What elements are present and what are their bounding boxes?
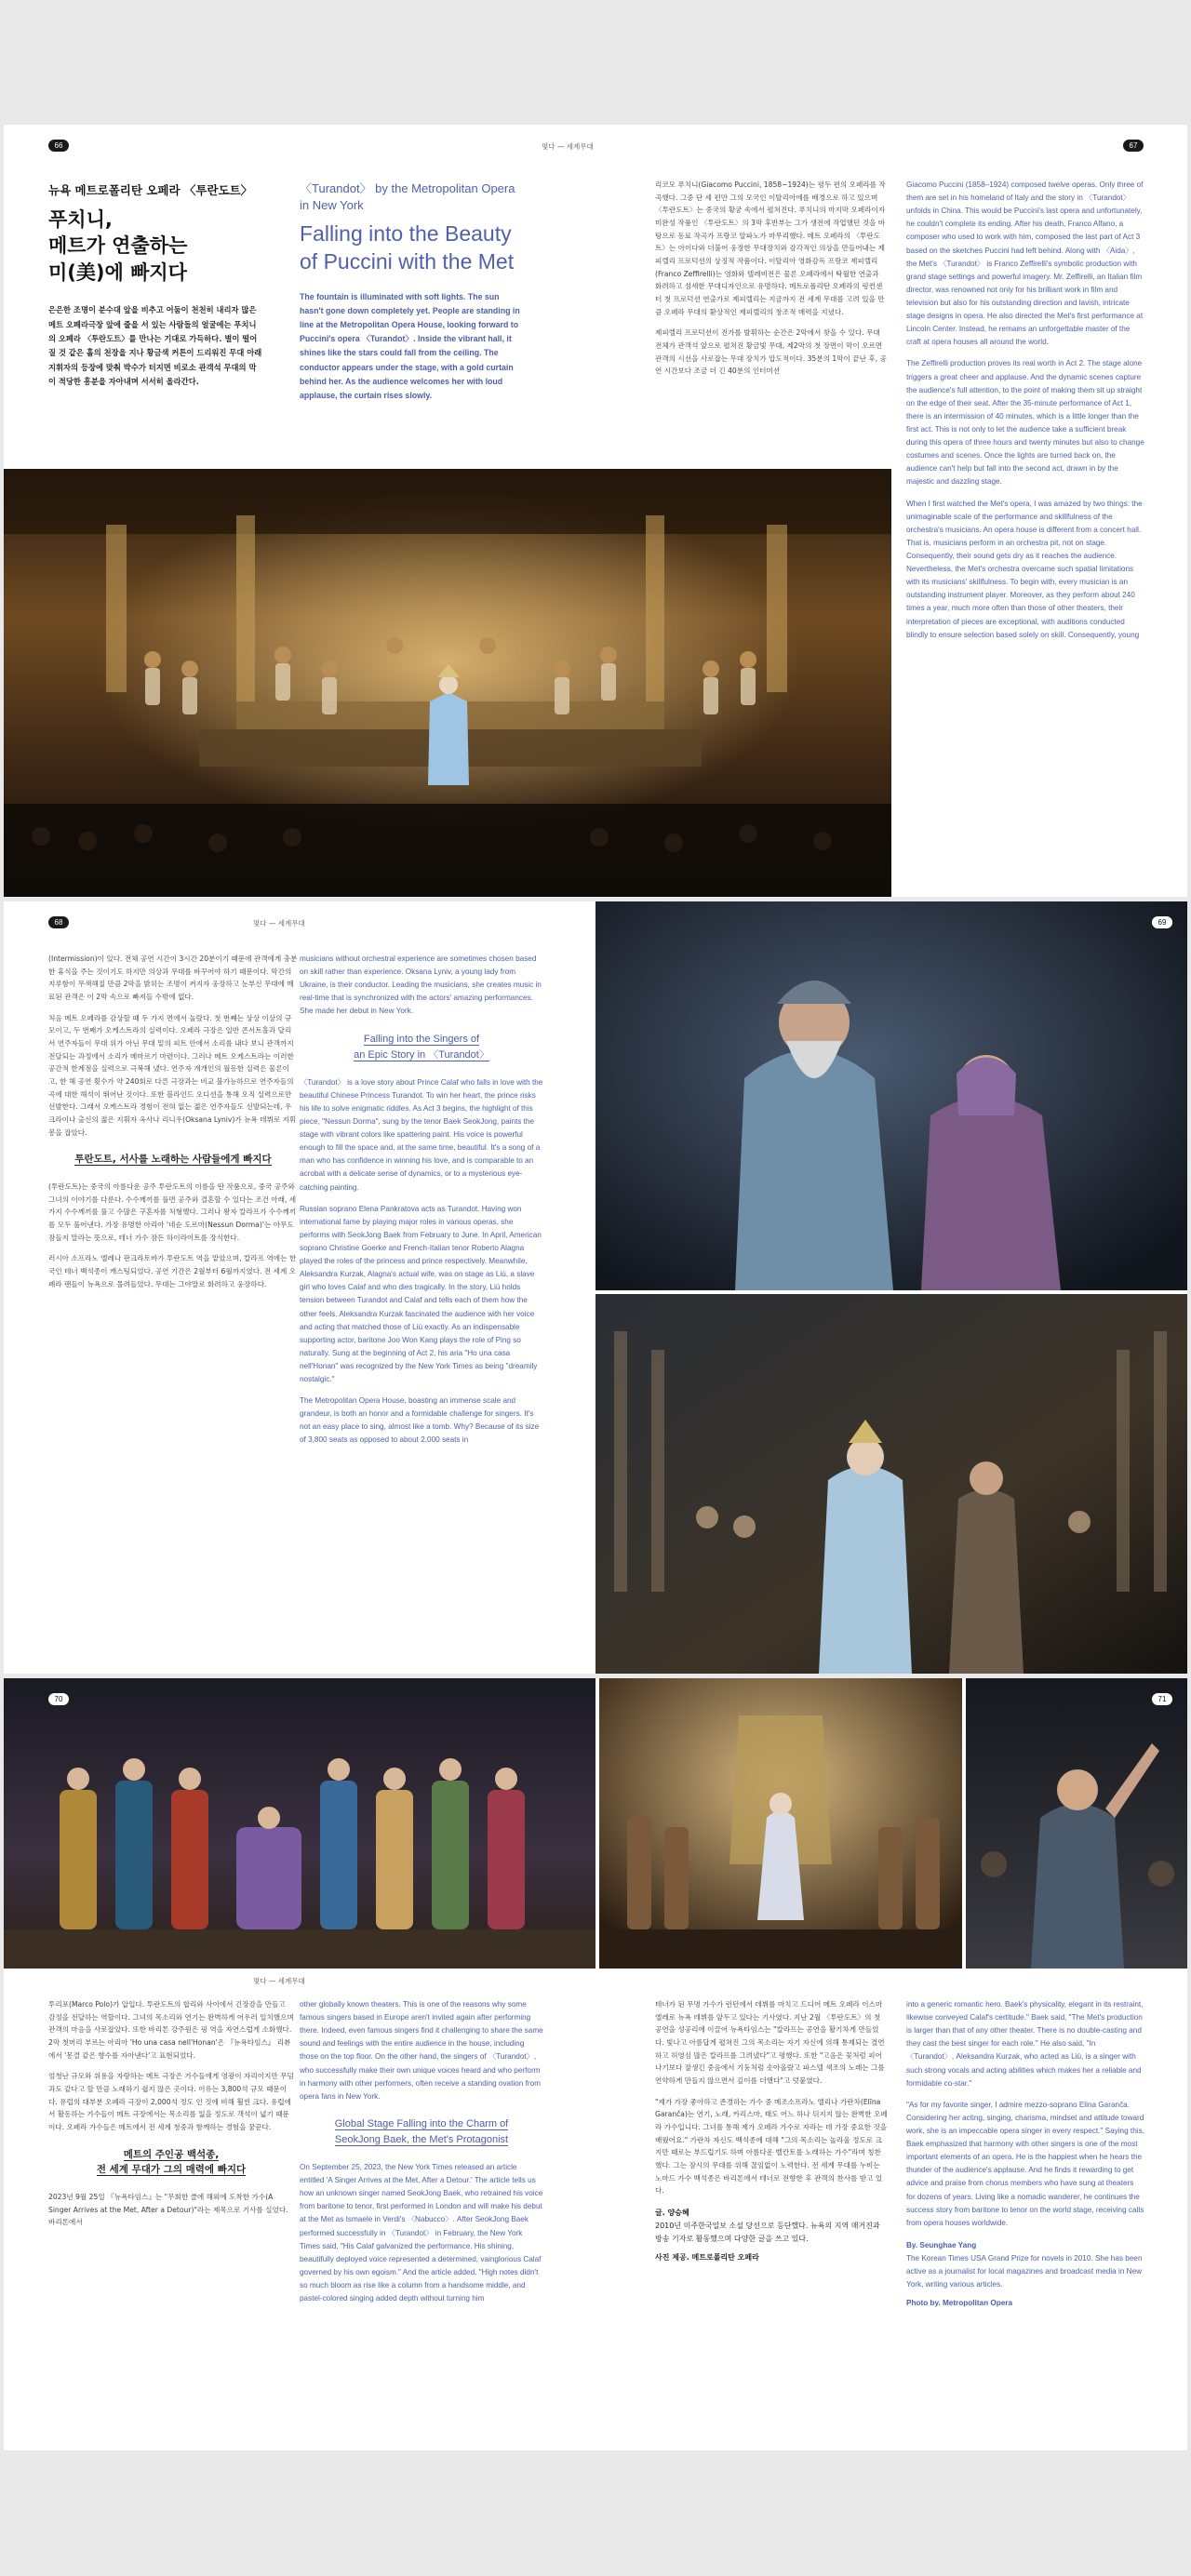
english-subheading <box>300 1032 543 1063</box>
paragraph: 테너가 된 무명 가수가 런던에서 데뷔를 마치고 드디어 메트 오페라 이스마엘레로 뉴욕 데뷔를 앞두고 있다는 기사였다. 지난 2월 〈투란도트〉의 첫 공연을 성공리에 이끌어 뉴욕타임스는 "칼라프는 공연을 활기차게 만들었다. 빛나고 아름답게 펼쳐진 그의 목소리는 자기 자신에 의해 통제되는 결연하고 허영심 많은 칼라프를 그려냈다"고 평했다. 또한 "고음은 꽃처럼 피어나기보다 잘생긴 중음에서 기둥처럼 솟아올랐고 파스텔 색조의 노래는 그를 연약하게 만들지 않으면서 깊이를 더했다"고 덧붙였다. <box>655 2000 885 2085</box>
korean-subheading-text: 투란도트, 서사를 노래하는 사람들에게 빠지다 <box>74 1154 272 1166</box>
photo-ensemble-left-image <box>4 1678 596 1969</box>
paragraph: The Metropolitan Opera House, boasting an immense scale and grandeur, is both an honor and a formidable challenge for singers. It's not an easy place to sing, almost like a tomb. Why? Because of its size of 3,800 seats as opposed to about 2,000 seats in <box>300 1396 540 1445</box>
page-number-66: 66 <box>48 140 69 152</box>
korean-photo-credit: 사진 제공. 메트로폴리탄 오페라 <box>655 2252 759 2262</box>
photo-calaf-singing-image <box>966 1678 1187 1969</box>
paragraph: (Intermission)이 있다. 전체 공연 시간이 3시간 20분이기 때문에 관객에게 충분한 휴식을 주는 것이기도 하지만 의상과 무대를 바꾸어야 하기 때문이다. 막간의 지루함이 무색해질 만큼 2막을 밝히는 조명이 켜지자 웅장하고 눈부신 무대에 매료된 관객은 이 2막 속으로 빠져들 수밖에 없다. <box>48 954 298 1001</box>
photo-turandot-throne <box>599 1678 962 1969</box>
korean-subheading-line-1: 메트의 주인공 백석종, <box>123 2148 220 2160</box>
korean-title-line-3: 미(美)에 빠지다 <box>48 261 187 285</box>
page-number-67: 67 <box>1123 140 1144 152</box>
spread-pages-70-71 <box>4 1678 1187 2450</box>
paragraph: 러시아 소프라노 엘레나 판크라토바가 투란도트 역을 맡았으며, 칼라프 역에는 한국인 테너 백석종이 캐스팅되었다. 공연 기간은 2월부터 6월까지였다. 전 세계 오페라 팬들이 뉴욕으로 몰려들었다. 무대는 그야말로 화려하고 웅장하다. <box>48 1254 297 1288</box>
stage-photo-act2-image <box>4 469 891 897</box>
paragraph: into a generic romantic hero. Baek's physicality, elegant in its restraint, likewise conveyed Calaf's certitude." Baek said, "The Met's production is larger than that of any other theater. There is no double-casting and they cast the best singer for each role." He also said, "In 〈Turandot〉, Aleksandra Kurzak, who acted as Liù, is a singer with such strong vocals and acting abilities which makes her a reliable and formidable co-star." <box>906 2000 1144 2088</box>
paragraph: 제피렐리 프로덕션이 진가를 발휘하는 순간은 2막에서 찾을 수 있다. 무대 전체가 관객석 앞으로 펼쳐진 황금빛 무대, 제2막의 첫 장면이 막이 오르면 관객의 시선을 사로잡는 무대 장치가 압도적이다. 35분의 1막이 끝난 후, 공연 시간보다 조금 더 긴 40분의 인터미션 <box>655 328 887 376</box>
paragraph: The Zeffirelli production proves its real worth in Act 2. The stage alone triggers a great cheer and applause. And the dynamic scenes capture the audience's full attention, to the point of making them sit up straight on the edge of their seat. After the 35-minute performance of Act 1, there is an intermission of 40 minutes, which is a little longer than the first act. This is not only to let the audience take a sufficient break during this opera of three hours and twenty minutes but also to change costumes and scenes. Once the lights are turned back on, the audience can't help but fall into the second act, drawn in by the majestic and dazzling stage. <box>906 359 1144 487</box>
page-number-68: 68 <box>48 916 69 928</box>
running-head: 몇다 — 세계무대 <box>542 142 594 151</box>
korean-subheading-line-2: 전 세계 무대가 그의 매력에 빠지다 <box>96 2164 247 2176</box>
english-subheading-line-1: Falling into the Singers of <box>363 1033 480 1045</box>
running-head: 몇다 — 세계무대 <box>253 919 305 928</box>
paragraph: Giacomo Puccini (1858–1924) composed twelve operas. Only three of them are set in his homeland of Italy and the story in 〈Turandot〉 unfolds in China. This would be Puccini's last opera and unfortunately, he couldn't complete its ending. After his death, Franco Alfano, a composer who used to work with him, composed the last part of Act 3 based on the sketches Puccini had left behind. Along with 〈Aida〉, the Met's 〈Turandot〉 is Franco Zeffirelli's symbolic production with grand stage settings and powerful imagery. Mr. Zeffirelli, an Italian film director, was renowned not only for his brilliant work in film and television but also for his outstanding direction and lavish, intricate stage designs in opera. He also directed the Met's first performance at Lincoln Center. Instead, he remains an unforgettable master of the craft at opera houses all around the world. <box>906 180 1144 347</box>
english-kicker: 〈Turandot〉 by the Metropolitan Opera in New York <box>300 181 515 212</box>
spread-pages-66-67 <box>4 125 1187 897</box>
paragraph: musicians without orchestral experience are sometimes chosen based on skill rather than experience. Oksana Lyniv, a young lady from Ukraine, is their conductor. Leading the musicians, she creates music in real-time that is synchronized with the actors' amazing performances. She made her debut in New York. <box>300 954 542 1016</box>
paragraph: 엄청난 규모와 위용을 자랑하는 메트 극장은 가수들에게 영광이 자리이지만 무덤과도 같다고 할 만큼 노래하기 쉽지 않은 곳이다. 이유는 3,800석 규모 때문이다. 유럽의 대부분 오페라 극장이 2,000석 정도 인 것에 비해 훨씬 크다. 유럽에서 활동하는 가수들이 메트 극장에서는 목소리를 잃을 정도로 객석이 넓기 때문이다. 오페라 가수들은 메트에서 전 세계 청중과 함께하는 경험을 꿈꾼다. <box>48 2072 294 2131</box>
photo-ensemble-left <box>4 1678 596 1969</box>
english-credits <box>906 2239 1144 2310</box>
korean-subheading <box>48 1152 298 1168</box>
spread3-korean-column-3 <box>655 1998 888 2436</box>
stage-photo-act2 <box>4 469 891 897</box>
running-head: 몇다 — 세계무대 <box>253 1977 305 1985</box>
spread1-korean-column <box>655 179 888 462</box>
photo-timur-and-liu <box>596 901 1187 1290</box>
english-subheading-line-2: an Epic Story in 〈Turandot〉 <box>354 1048 489 1061</box>
english-photo-credit: Photo by. Metropolitan Opera <box>906 2298 1013 2307</box>
korean-header <box>48 180 262 389</box>
paragraph: 리코모 푸치니(Giacomo Puccini, 1858~1924)는 평두 편의 오페라를 작곡했다. 그중 단 세 편만 그의 모국인 이탈리아에를 배경으로 하고 있으며 〈투란도트〉는 중국의 황궁 속에서 펼쳐진다. 푸치니의 마지막 오페라이자 미완성 작품인 〈투란도트〉의 3막 후반부는 그가 생전에 작업했던 것을 바탕으로 동료 작곡가 프랑코 알파노가 마무리했다. 메트 오페라의 〈투란도트〉는 아이다와 더불어 웅장한 무대장치와 감각적인 의상을 만들어내는 제피렐리 프로덕션의 상징적 작품이다. 이탈리아 영화감독 프랑코 제피렐리(Franco Zeffirelli)는 영화와 텔레비전은 물론 오페라에서 탁월한 연출과 화려하고 섬세한 무대디자인으로 유명하다. 메트로폴리탄 오페라의 링컨센터 첫 프로덕션 연출가로 제피렐리는 지금까지 전 세계 무대를 고려 있을 만큼 오페라 무대의 환상적인 제피렐리의 창조적 매력을 지녔다. <box>655 180 886 316</box>
spread3-korean-column-1 <box>48 1998 294 2436</box>
english-subheading-line-2: SeokJong Baek, the Met's Protagonist <box>334 2133 509 2145</box>
spread3-english-column-4 <box>906 1998 1144 2436</box>
korean-byline-label: 글. 양승혜 <box>655 2208 689 2217</box>
english-title: Falling into the Beauty of Puccini with the Met <box>300 221 515 274</box>
english-byline-text: The Korean Times USA Grand Prize for novels in 2010. She has been active as a journalist for local magazines and broadcast media in New York, writing various articles. <box>906 2253 1143 2289</box>
korean-kicker: 뉴욕 메트로폴리탄 오페라 〈투란도트〉 <box>48 183 253 197</box>
english-lede: The fountain is illuminated with soft lights. The sun hasn't gone down completely yet. People are standing in line at the Metropolitan Opera House, looking forward to Puccini's opera 〈Turandot〉. Inside the vibrant hall, it shines like the stars could fall from the ceiling. The conductor appears under the stage, with a gold curtain behind her. As the audience welcomes her with loud applause, the curtain rises slowly. <box>300 291 520 400</box>
korean-subheading <box>48 2147 294 2179</box>
photo-turandot-and-calaf-image <box>596 1294 1187 1674</box>
korean-title-line-2: 메트가 연출하는 <box>48 234 188 258</box>
page-number-71: 71 <box>1152 1693 1172 1705</box>
paragraph: When I first watched the Met's opera, I was amazed by two things: the unimaginable scale of the performance and skillfulness of the orchestra's musicians. An opera house is different from a concert hall. That is, musicians perform in an orchestra pit, not on stage. Consequently, their sound gets dry as it reaches the audience. Nevertheless, the Met's orchestra overcame such spatial limitations with its musicians' skillfulness. To begin with, every musician is an outstanding instrument player. Moreover, as they perform about 240 times a year, much more often than those of other theaters, their interpretation of pieces are exceptional, with auditions conducted blindly to ensure selection based solely on skill. Consequently, young <box>906 499 1143 639</box>
paragraph: Russian soprano Elena Pankratova acts as Turandot. Having won international fame by playing major roles in various operas, she performs with SeokJong Baek from February to June. In April, American soprano Christine Goerke and French-Italian tenor Roberto Alagna played the roles of the princess and prince respectively. Meanwhile, Aleksandra Kurzak, Alagna's actual wife, was on stage as Liù, a slave girl who loves Calaf and who dies tragically. In the story, Liù holds tension between Turandot and Calaf and tells each of them how the other feels. Aleksandra Kurzak fascinated the audience with her voice and acting that matched those of Liù exactly. As an indispensable supporting actor, baritone Joo Won Kang plays the role of Ping so naturally. Sung at the beginning of Act 2, his aria "Ho una casa nell'Honan" was recognized by the New York Times as being "dreamily nostalgic." <box>300 1204 542 1384</box>
english-subheading <box>300 2116 543 2148</box>
spread2-english-column <box>300 953 543 1664</box>
korean-credits <box>655 2207 888 2264</box>
korean-byline-text: 2010년 미주한국일보 소설 당선으로 등단했다. 뉴욕의 지역 매거진과 방송 기자로 활동했으며 다양한 글을 쓰고 있다. <box>655 2221 880 2243</box>
photo-turandot-throne-image <box>599 1678 962 1969</box>
korean-title <box>48 207 262 287</box>
photo-calaf-singing <box>966 1678 1187 1969</box>
spread1-english-column <box>906 179 1144 886</box>
paragraph: "As for my favorite singer, I admire mezzo-soprano Elina Garanča. Considering her acting, singing, charisma, mindset and attitude toward work, she is an impeccable opera singer in every respect." Saying this, Baek emphasized that harmony with other singers is one of the most important elements of an opera. He is the happiest when he hears the thunder of the audience's applause. And he finds it rewarding to get advice and praise from chorus members who have sung at theaters for dozens of years. Living like a nomadic wanderer, he continues the success story from baritone to tenor on the world stage, receiving calls from opera houses worldwide. <box>906 2100 1144 2227</box>
paragraph: "제가 가장 좋아하고 존경하는 가수 중 메조소프라노 엘리나 가란차(Elīna Garanča)는 연기, 노래, 카리스마, 태도 어느 하나 뒤지지 않는 완벽한 오페라 가수입니다. 그녀를 통해 제가 오페라 가수로 자라는 데 가장 중요한 것을 배웠어요." 가란차 자신도 백석종에 대해 "그의 목소리는 놀라울 정도로 크지만 때로는 부드럽기도 하며 아름다운 벨칸토를 노래하는 가수"라며 칭찬했다. 그는 잠시의 무대를 위해 끊임없이 노력한다. 전 세계 무대를 누비는 노마드 가수 백석종은 바리톤에서 테너로 전향한 후 관객의 찬사를 받고 있다. <box>655 2097 888 2196</box>
photo-turandot-and-calaf <box>596 1294 1187 1674</box>
paragraph: 처음 메트 오페라를 감상할 때 두 가지 면에서 놀랐다. 첫 번째는 상상 이상의 규모이고, 두 번째가 오케스트라의 실력이다. 오페라 극장은 일반 콘서트홀과 달리서 연주자들이 무대 위가 아닌 무대 밑의 피트 안에서 소리를 내다 보니 관객까지 전달되는 과정에서 소리가 메마르기 마련이다. 그러나 메트 오케스트라는 이러한 공간적 한계점을 실력으로 극복해 냈다. 연주자 개개인의 월등한 실력은 물론이고, 한 해 공연 횟수가 약 240회로 다른 극장과는 비교 불가능하므로 연주자들의 곡에 대한 해석이 뛰어난 것이다. 또한 블라인드 오디션을 통해 오직 실력으로만 선발한다. 그래서 오케스트라 경험이 전혀 없는 젊은 연주자들도 선발되는데, 우크라이나 출신의 젊은 지휘자 옥사나 리니우(Oksana Lyniv)가 뉴욕 데뷔로 지휘봉을 잡았다. <box>48 1013 297 1137</box>
paragraph: (투란도트)는 중국의 아름다운 공주 투란도트의 이름을 딴 작품으로, 중국 공주와 그녀의 이야기를 다룬다. 수수께끼를 풀면 공주와 결혼할 수 있다는 조건 아래, 세 가지 수수께끼를 풀고 수많은 구혼자를 처형했다. 그러나 왕자 칼라프가 수수께끼를 모두 풀어낸다. 가장 유명한 아리아 '네순 도르마(Nessun Dorma)'는 아무도 잠들지 말라는 뜻으로, 테너 가수 잠든 하이라이트를 장식한다. <box>48 1181 297 1242</box>
spread3-english-column-2 <box>300 1998 543 2436</box>
paragraph: On September 25, 2023, the New York Times released an article entitled 'A Singer Arrives at the Met, After a Detour.' The article tells us how an unknown singer named SeokJong Baek, who retrained his voice from baritone to tenor, first performed in London and will make his debut at the Met as Ismaele in Verdi's 〈Nabucco〉. After SeokJong Baek performed successfully in 〈Turandot〉 in February, the New York Times said, "His Calaf galvanized the performance. His shining, beautifully deployed voice represented a determined, vainglorious Calaf governed by his own egoism." And the article added, "High notes didn't so much bloom as rise like a column from a handsome middle, and pastel-colored singing added depth without turning him <box>300 2162 543 2303</box>
spread2-korean-column <box>48 953 298 1664</box>
paragraph: 2023년 9월 25일 『뉴욕타임스』는 "무회한 클에 해외에 도착한 가수(A Singer Arrives at the Met, After a Detour)"라는 제목으로 기사를 실었다. 바리톤에서 <box>48 2193 288 2227</box>
paragraph: 〈Turandot〉 is a love story about Prince Calaf who falls in love with the beautiful Chinese Princess Turandot. To win her heart, the prince risks his life to solve enigmatic riddles. As Act 3 begins, the highlight of this piece, "Nessun Dorma", sung by the tenor Baek SeokJong, paints the stage with vibrant colors like spattering paint. His voice is powerful enough to fill the space and, at the same time, beautiful. It's a song of a man who has confidence in winning his love, and is comparable to an acrobat with a delicate sense of dynamics, or to a mysterious eye-catching painting. <box>300 1077 543 1192</box>
english-byline-label: By. Seunghae Yang <box>906 2240 977 2249</box>
english-header <box>300 180 523 403</box>
photo-timur-and-liu-image <box>596 901 1187 1290</box>
paragraph: 투리포(Marco Polo)가 압입다. 투란도트의 합리와 사이에서 긴장감을 만들고 감정을 전달하는 역할이다. 그녀의 목소리와 연기는 완벽하게 어우러 일치했으며 관객의 마음을 사로잡았다. 또한 바리톤 강주원은 핑 역을 자연스럽게 소화했다. 2막 첫머리 부르는 아리아 'Ho una casa nell'Honan'은 『뉴욕타임스』 리뷰에서 '몽결 같은 향수를 자아낸다'고 표현되었다. <box>48 2000 294 2060</box>
page-number-70: 70 <box>48 1693 69 1705</box>
spread-pages-68-69 <box>4 901 1187 1674</box>
paragraph: other globally known theaters. This is one of the reasons why some famous singers based in Europe aren't invited again after performing there. Indeed, even famous singers find it challenging to share the same sound and feelings with the entire audience in the house, including those on the top floor. On the other hand, the singers of 〈Turandot〉, who successfully make their own unique voices heard and who perform in harmony with other performers, often receive a standing ovation from opera fans in New York. <box>300 2000 543 2101</box>
page-number-69: 69 <box>1152 916 1172 928</box>
english-subheading-line-1: Global Stage Falling into the Charm of <box>334 2117 509 2129</box>
korean-title-line-1: 푸치니, <box>48 207 113 231</box>
korean-lede: 은은한 조명이 분수대 앞을 비추고 어둠이 천천히 내리자 많은 메트 오페라극장 앞에 줄을 서 있는 사람들의 얼굴에는 푸치니의 오페라 〈투란도트〉를 만나는 기대로 가득하다. 별이 떨어질 것 같은 홀의 천장을 지나 황금색 커튼이 드리워진 무대 아래 지휘자의 등장에 맞춰 박수가 터지면 비로소 관객석 무대의 막이 적당한 흥분을 자아내며 서서히 올라간다. <box>48 305 262 387</box>
